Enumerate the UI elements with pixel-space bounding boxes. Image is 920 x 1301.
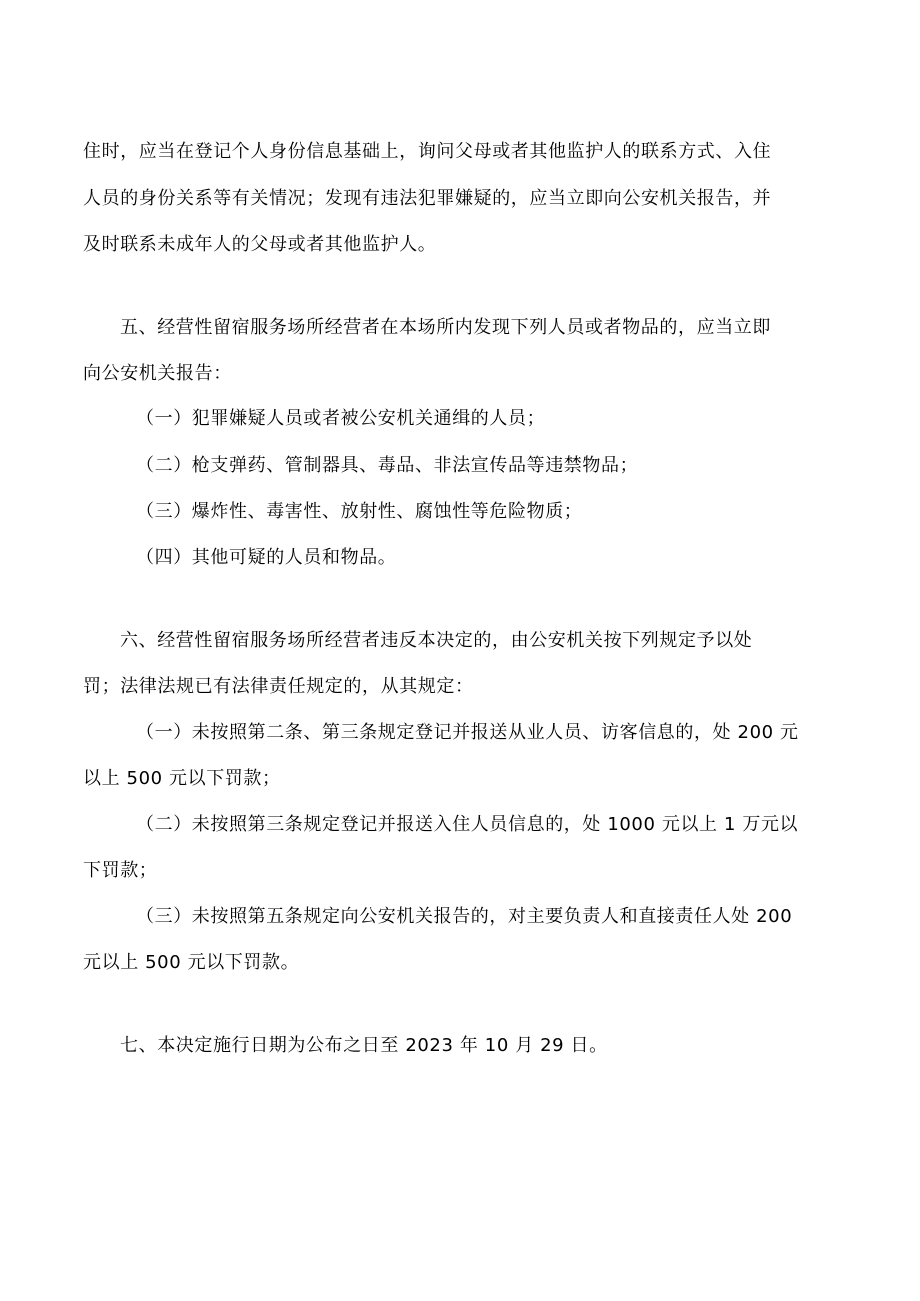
article-6-line-2: 罚；法律法规已有法律责任规定的，从其规定：	[83, 676, 474, 697]
paragraph-0-line-1: 住时，应当在登记个人身份信息基础上，询问父母或者其他监护人的联系方式、入住	[83, 141, 772, 162]
article-5-line-1: 五、经营性留宿服务场所经营者在本场所内发现下列人员或者物品的，应当立即	[120, 317, 771, 338]
article-6-item-1-line-1: （一）未按照第二条、第三条规定登记并报送从业人员、访客信息的，处 200 元	[136, 722, 799, 743]
article-5-item-2: （二）枪支弹药、管制器具、毒品、非法宣传品等违禁物品；	[136, 455, 639, 476]
article-6-item-2-line-1: （二）未按照第三条规定登记并报送入住人员信息的，处 1000 元以上 1 万元以	[136, 814, 799, 835]
article-7-line-1: 七、本决定施行日期为公布之日至 2023 年 10 月 29 日。	[120, 1035, 608, 1056]
article-5-line-2: 向公安机关报告：	[83, 363, 232, 384]
article-6-line-1: 六、经营性留宿服务场所经营者违反本决定的，由公安机关按下列规定予以处	[120, 630, 753, 651]
article-6-item-3-line-2: 元以上 500 元以下罚款。	[83, 952, 300, 973]
paragraph-0-line-2: 人员的身份关系等有关情况；发现有违法犯罪嫌疑的，应当立即向公安机关报告，并	[83, 188, 772, 209]
article-6-item-1-line-2: 以上 500 元以下罚款；	[83, 768, 281, 789]
article-5-item-3: （三）爆炸性、毒害性、放射性、腐蚀性等危险物质；	[136, 501, 583, 522]
article-6-item-3-line-1: （三）未按照第五条规定向公安机关报告的，对主要负责人和直接责任人处 200	[136, 906, 793, 927]
article-6-item-2-line-2: 下罚款；	[83, 860, 158, 881]
article-5-item-4: （四）其他可疑的人员和物品。	[136, 547, 397, 568]
article-5-item-1: （一）犯罪嫌疑人员或者被公安机关通缉的人员；	[136, 408, 546, 429]
paragraph-0-line-3: 及时联系未成年人的父母或者其他监护人。	[83, 234, 437, 255]
